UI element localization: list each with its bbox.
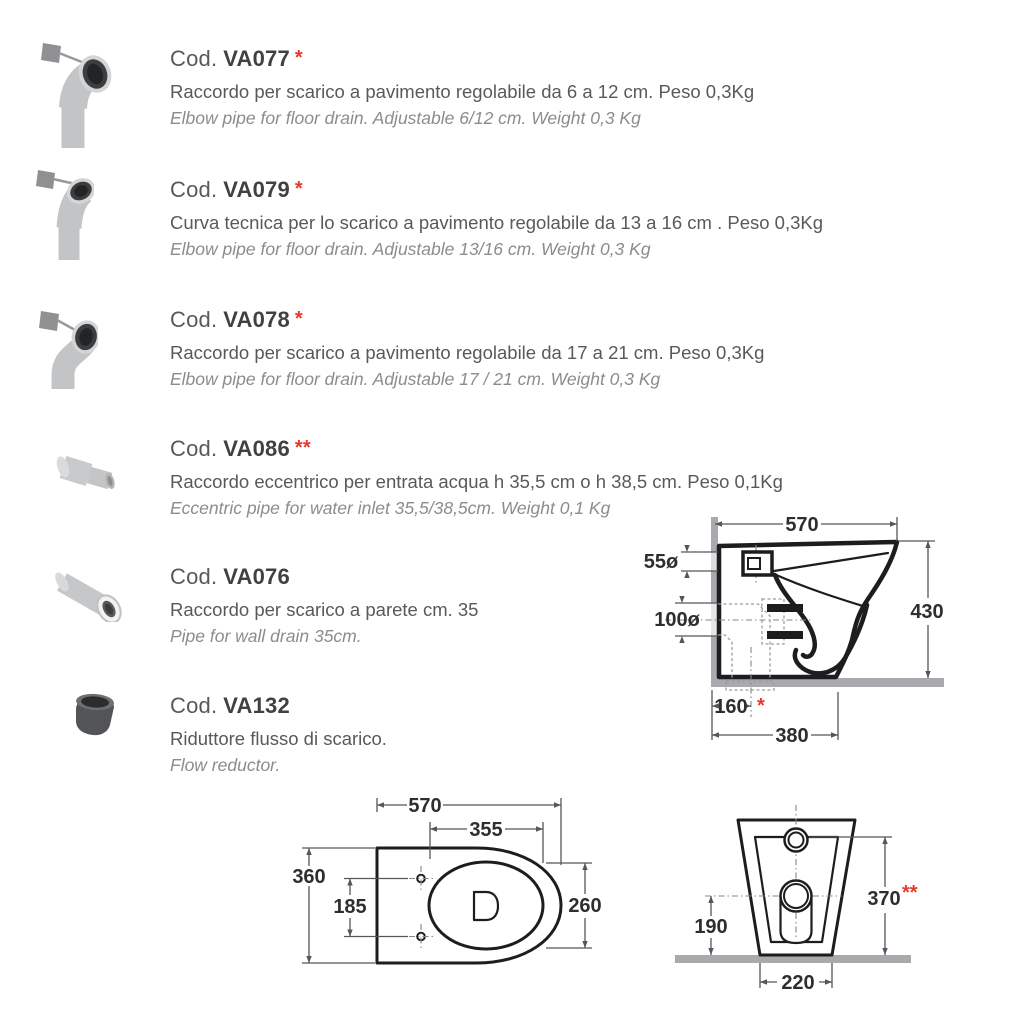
toilet-top-view — [280, 785, 670, 1020]
description-english: Flow reductor. — [170, 755, 281, 775]
code-prefix: Cod. — [170, 436, 218, 461]
description-english: Eccentric pipe for water inlet 35,5/38,5cm. Weight 0,1 Kg — [170, 498, 611, 518]
dim-label-bowl-length: 260 — [568, 895, 602, 917]
code-value: VA076 — [223, 564, 290, 589]
flow-reducer-icon — [68, 687, 118, 739]
description-italian: Raccordo per scarico a parete cm. 35 — [170, 599, 479, 620]
code-value: VA079 — [223, 177, 290, 202]
code-prefix: Cod. — [170, 177, 218, 202]
rear-view-drawing — [665, 785, 1020, 1024]
product-info — [170, 177, 1010, 260]
drain-socket — [767, 604, 803, 612]
dimension-height — [898, 541, 944, 678]
product-photo — [68, 687, 118, 744]
dim-label-width: 570 — [408, 795, 442, 817]
description-english: Pipe for wall drain 35cm. — [170, 626, 362, 646]
toilet-rear-view — [665, 785, 1020, 1024]
dim-label-width: 570 — [785, 514, 819, 536]
dim-label-drain-height: 190 — [694, 916, 728, 938]
product-info — [170, 307, 1010, 390]
product-code-line — [170, 307, 1010, 333]
code-value: VA086 — [223, 436, 290, 461]
code-prefix: Cod. — [170, 693, 218, 718]
dimension-base-width — [760, 963, 832, 994]
dim-label-hole-spacing: 185 — [333, 896, 367, 918]
code-value: VA132 — [223, 693, 290, 718]
code-prefix: Cod. — [170, 564, 218, 589]
dimension-drain-height — [694, 896, 727, 955]
description-italian: Raccordo per scarico a pavimento regolabile da 17 a 21 cm. Peso 0,3Kg — [170, 342, 765, 363]
dim-label-depth: 380 — [775, 725, 809, 747]
dim-label-height: 370 — [867, 888, 901, 910]
description-italian: Curva tecnica per lo scarico a pavimento regolabile da 13 a 16 cm . Peso 0,3Kg — [170, 212, 824, 233]
product-code-line — [170, 46, 1010, 72]
dimension-width — [715, 514, 897, 541]
dim-label-drain-diameter: 100ø — [654, 609, 700, 631]
description-italian: Raccordo per scarico a pavimento regolabile da 6 a 12 cm. Peso 0,3Kg — [170, 81, 755, 102]
dim-label-drain-offset: 160 — [714, 696, 748, 718]
product-photo — [55, 453, 119, 498]
toilet-profile — [665, 542, 897, 717]
product-code-line — [170, 436, 1010, 462]
code-value: VA077 — [223, 46, 290, 71]
description-english: Elbow pipe for floor drain. Adjustable 13/16 cm. Weight 0,3 Kg — [170, 239, 651, 259]
product-item-va079 — [35, 177, 1010, 260]
code-note: * — [294, 308, 303, 330]
dim-label-inlet-diameter: 55ø — [643, 551, 679, 573]
product-photo — [40, 40, 118, 155]
dim-note-asterisks: ** — [902, 882, 918, 904]
dim-note-asterisk: * — [757, 695, 765, 717]
dimension-drain-offset — [712, 690, 765, 740]
top-view-drawing — [280, 785, 670, 1024]
code-note: ** — [294, 437, 311, 459]
product-code-line — [170, 177, 1010, 203]
description-italian: Riduttore flusso di scarico. — [170, 728, 387, 749]
description-english: Elbow pipe for floor drain. Adjustable 6/12 cm. Weight 0,3 Kg — [170, 108, 641, 128]
product-item-va077 — [35, 46, 1010, 129]
code-note: * — [294, 178, 303, 200]
dim-label-base-width: 220 — [781, 972, 815, 994]
dim-label-height: 430 — [910, 601, 944, 623]
dim-label-depth: 360 — [292, 866, 326, 888]
elbow-pipe-icon — [36, 168, 94, 262]
dimension-inlet-diameter — [644, 545, 718, 578]
code-prefix: Cod. — [170, 46, 218, 71]
side-view-drawing — [625, 495, 1020, 770]
wall-pipe-icon — [52, 572, 124, 622]
product-photo — [36, 303, 98, 396]
toilet-pan-outline — [377, 848, 561, 963]
code-note: * — [294, 47, 303, 69]
product-info — [170, 46, 1010, 129]
description-english: Elbow pipe for floor drain. Adjustable 17 / 21 cm. Weight 0,3 Kg — [170, 369, 661, 389]
code-value: VA078 — [223, 307, 290, 332]
drain-outlet — [474, 892, 498, 920]
description-italian: Raccordo eccentrico per entrata acqua h 35,5 cm o h 38,5 cm. Peso 0,1Kg — [170, 471, 783, 492]
eccentric-pipe-icon — [55, 453, 119, 493]
dim-label-inner-width: 355 — [469, 819, 503, 841]
code-prefix: Cod. — [170, 307, 218, 332]
elbow-pipe-icon — [40, 40, 118, 150]
product-photo — [52, 572, 124, 627]
product-photo — [36, 168, 94, 267]
product-item-va078 — [35, 307, 1010, 390]
elbow-pipe-icon — [36, 303, 98, 391]
toilet-side-section — [625, 495, 1020, 765]
